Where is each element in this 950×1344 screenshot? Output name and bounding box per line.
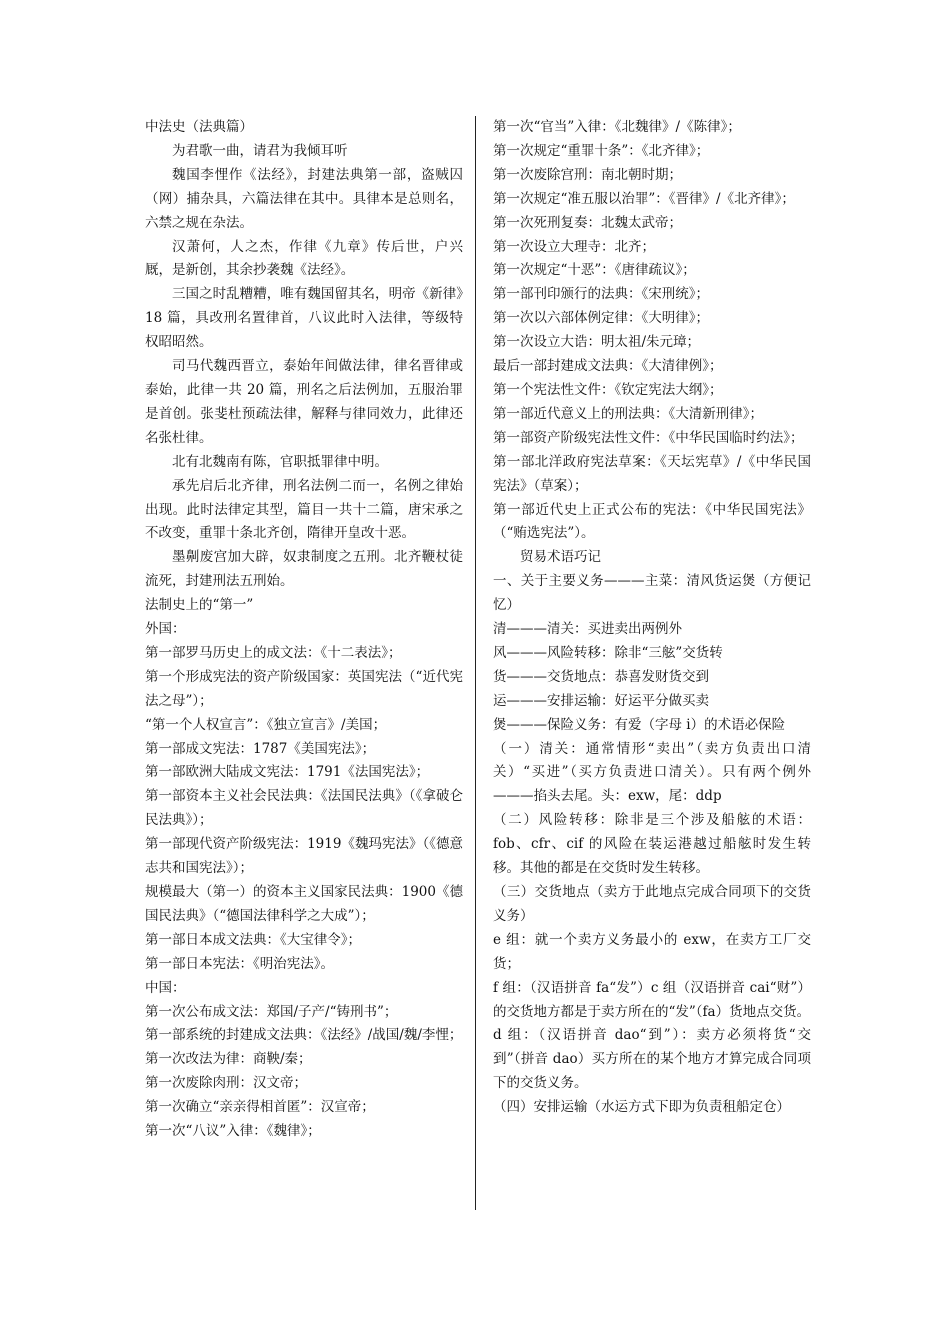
paragraph: 第一次公布成文法：郑国/子产/“铸刑书”； bbox=[145, 1003, 398, 1020]
paragraph: 第一次规定“重罪十条”：《北齐律》； bbox=[493, 142, 710, 159]
paragraph: 北有北魏南有陈，官职抵罪律中明。 bbox=[172, 453, 388, 470]
paragraph: 第一个形成宪法的资产阶级国家：英国宪法（“近代宪法之母”）； bbox=[145, 668, 463, 709]
paragraph: e 组：就一个卖方义务最小的 exw，在卖方工厂交货； bbox=[493, 931, 811, 972]
paragraph: 第一次规定“准五服以治罪”：《晋律》/《北齐律》； bbox=[493, 190, 795, 207]
paragraph: 第一部罗马历史上的成文法：《十二表法》； bbox=[145, 644, 402, 661]
paragraph: （三）交货地点（卖方于此地点完成合同项下的交货义务） bbox=[493, 884, 811, 924]
paragraph: 最后一部封建成文法典：《大清律例》； bbox=[493, 358, 723, 375]
paragraph: 承先启后北齐律，刑名法例二而一，名例之律始出现。此时法律定其型，篇目一共十二篇，唐宋承之不改变，重罪十条北齐创，隋律开皇改十恶。 bbox=[145, 477, 463, 542]
paragraph: 第一次废除肉刑：汉文帝； bbox=[145, 1075, 307, 1092]
paragraph: 第一次死刑复奏：北魏太武帝； bbox=[493, 214, 682, 231]
paragraph: 第一次设立大理寺：北齐； bbox=[493, 238, 655, 255]
paragraph: 风———风险转移：除非“三舷”交货转 bbox=[493, 644, 723, 661]
paragraph: “第一个人权宣言”：《独立宣言》/美国； bbox=[145, 716, 387, 733]
paragraph: 中法史（法典篇） bbox=[145, 119, 253, 135]
paragraph: 第一部成文宪法：1787《美国宪法》； bbox=[145, 740, 376, 757]
paragraph: 第一次以六部体例定律：《大明律》； bbox=[493, 310, 709, 327]
paragraph: 清———清关：买进卖出两例外 bbox=[493, 621, 682, 638]
paragraph: 一、关于主要义务———主菜：清风货运煲（方便记忆） bbox=[493, 573, 811, 614]
paragraph: （四）安排运输（水运方式下即为负责租船定仓） bbox=[493, 1099, 790, 1116]
paragraph: 第一部现代资产阶级宪法：1919《魏玛宪法》（《德意志共和国宪法》）； bbox=[145, 836, 463, 877]
paragraph: 第一部近代意义上的刑法典：《大清新刑律》； bbox=[493, 405, 763, 422]
paragraph: 第一次改法为律：商鞅/秦； bbox=[145, 1051, 312, 1068]
paragraph: 第一次废除宫刑：南北朝时期； bbox=[493, 166, 682, 183]
paragraph: 煲———保险义务：有爱（字母 i）的术语必保险 bbox=[493, 716, 786, 733]
paragraph: 货———交货地点：恭喜发财货交到 bbox=[493, 668, 709, 685]
paragraph: f 组：（汉语拼音 fa“发”）c 组（汉语拼音 cai“财”）的交货地方都是于卖方所在的“发”（fa）货地点交货。 bbox=[493, 979, 811, 1020]
paragraph: （一）清关：通常情形“卖出”（卖方负责出口清关）“买进”（买方负责进口清关）。只有两个例外———掐头去尾。头：exw，尾：ddp bbox=[493, 740, 811, 805]
paragraph: 第一个宪法性文件：《钦定宪法大纲》； bbox=[493, 381, 723, 398]
paragraph: 第一部刊印颁行的法典：《宋刑统》； bbox=[493, 286, 709, 303]
paragraph: 第一部日本宪法：《明治宪法》。 bbox=[145, 955, 334, 972]
paragraph: 第一次规定“十恶”：《唐律疏议》； bbox=[493, 262, 696, 279]
paragraph: 规模最大（第一）的资本主义国家民法典：1900《德国民法典》（“德国法律科学之大成”）； bbox=[145, 884, 463, 924]
paragraph: （二）风险转移：除非是三个涉及船舷的术语：fob、cfr、cif 的风险在装运港越过船舷时发生转移。其他的都是在交货时发生转移。 bbox=[493, 812, 811, 877]
paragraph: 第一部系统的封建成文法典：《法经》/战国/魏/李悝； bbox=[145, 1027, 463, 1044]
paragraph: 三国之时乱糟糟，唯有魏国留其名，明帝《新律》18 篇，具改刑名置律首，八议此时入法律，等级特权昭昭然。 bbox=[145, 286, 463, 351]
paragraph: 贸易术语巧记 bbox=[520, 549, 601, 566]
paragraph: 墨劓废宫加大辟，奴隶制度之五刑。北齐鞭杖徒流死，封建刑法五刑始。 bbox=[145, 549, 463, 590]
paragraph: 第一次“官当”入律：《北魏律》/《陈律》； bbox=[493, 119, 741, 135]
paragraph: 第一部欧洲大陆成文宪法：1791《法国宪法》； bbox=[145, 764, 430, 781]
paragraph: 法制史上的“第一” bbox=[145, 597, 254, 614]
paragraph: 为君歌一曲，请君为我倾耳听 bbox=[172, 142, 348, 159]
paragraph: 中国： bbox=[145, 979, 186, 996]
paragraph: 第一次设立大诰：明太祖/朱元璋； bbox=[493, 334, 701, 351]
left-column bbox=[145, 116, 463, 1144]
paragraph: 第一部日本成文法典：《大宝律令》； bbox=[145, 931, 361, 948]
paragraph: 运———安排运输：好运平分做买卖 bbox=[493, 692, 709, 709]
paragraph: 第一部北洋政府宪法草案：《天坛宪草》/《中华民国宪法》（草案）； bbox=[493, 453, 811, 494]
paragraph: 第一部资本主义社会民法典：《法国民法典》（《拿破仑民法典》）； bbox=[145, 788, 463, 829]
paragraph: 第一部资产阶级宪法性文件：《中华民国临时约法》； bbox=[493, 429, 804, 446]
right-column bbox=[493, 116, 811, 1120]
paragraph: 外国： bbox=[145, 621, 186, 638]
paragraph: 第一次“八议”入律：《魏律》； bbox=[145, 1123, 321, 1140]
paragraph: 汉萧何，人之杰，作律《九章》传后世，户兴厩，是新创，其余抄袭魏《法经》。 bbox=[145, 238, 463, 279]
paragraph: 司马代魏西晋立，泰始年间做法律，律名晋律或泰始，此律一共 20 篇，刑名之后法例加，五服治罪是首创。张斐杜预疏法律，解释与律同效力，此律还名张杜律。 bbox=[145, 358, 463, 446]
paragraph: d 组：（汉语拼音 dao“到”）：卖方必须将货“交到”（拼音 dao）买方所在的某个地方才算完成合同项下的交货义务。 bbox=[493, 1027, 811, 1092]
column-divider bbox=[475, 116, 476, 1210]
paragraph: 魏国李悝作《法经》，封建法典第一部，盗贼囚（网）捕杂具，六篇法律在其中。具律本是总则名，六禁之规在杂法。 bbox=[145, 166, 463, 231]
paragraph: 第一次确立“亲亲得相首匿”：汉宣帝； bbox=[145, 1099, 375, 1116]
paragraph: 第一部近代史上正式公布的宪法：《中华民国宪法》（“贿选宪法”）。 bbox=[493, 501, 811, 542]
